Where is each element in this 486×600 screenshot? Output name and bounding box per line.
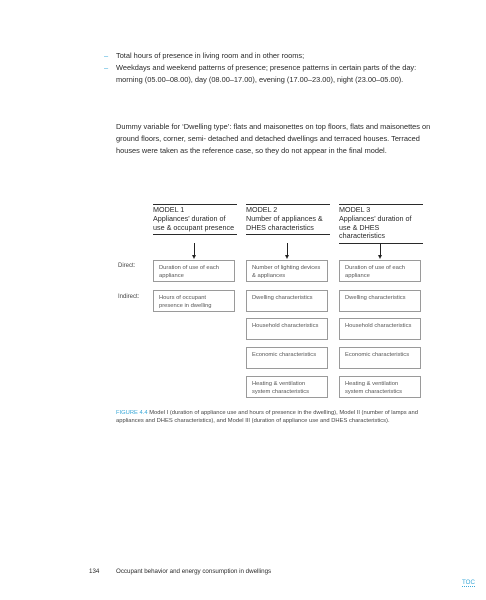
running-title: Occupant behavior and energy consumption in dwellings: [116, 568, 272, 575]
model-1-arrow: [194, 243, 195, 255]
variable-box: Number of lighting devices & appliances: [246, 260, 328, 282]
model-title: MODEL 3: [339, 205, 371, 214]
model-3-arrowhead: [378, 255, 382, 259]
model-rule: [339, 243, 423, 244]
variable-box: Household characteristics: [339, 318, 421, 340]
row-label-direct: Direct:: [118, 263, 136, 269]
model-2-arrowhead: [285, 255, 289, 259]
bullet-item: [104, 50, 434, 62]
body-paragraph: Dummy variable for ‘Dwelling type’: flats and maisonettes on top floors, flats and maisonettes on ground floors, corner, semi- detached and detached dwellings and terraced houses. Terraced houses were taken as the reference case, so they do not appear in the final model.: [116, 122, 431, 156]
model-2-header: [246, 204, 330, 232]
row-label-indirect: Indirect:: [118, 294, 140, 300]
model-2-arrow: [287, 243, 288, 255]
model-subtitle: Number of appliances & DHES characteristics: [246, 213, 323, 232]
model-1-arrowhead: [192, 255, 196, 259]
caption-text: Model I (duration of appliance use and hours of presence in the dwelling), Model II (number of lamps and appliances and DHES characteristics), and Model III (duration of appliance use and DHES characteristics).: [116, 410, 418, 425]
model-rule: [153, 234, 237, 235]
model-title: MODEL 2: [246, 205, 278, 214]
model-3-header: [339, 204, 423, 241]
model-subtitle: Appliances’ duration of use & occupant presence: [153, 213, 235, 232]
variable-box: Dwelling characteristics: [339, 290, 421, 312]
bullet-dash: –: [104, 63, 109, 73]
model-subtitle: Appliances’ duration of use & DHES characteristics: [339, 213, 412, 241]
toc-link[interactable]: TOC: [462, 579, 475, 586]
bullet-text: Weekdays and weekend patterns of presence; presence patterns in certain parts of the day: morning (05.00–08.00), day (08.00–17.00), evening (17.00–23.00), night (23.00–05.00).: [116, 63, 417, 85]
variable-box: Heating & ventilation system characteristics: [246, 376, 328, 398]
model-1-header: [153, 204, 237, 232]
bullet-dash: –: [104, 51, 109, 60]
variable-box: Economic characteristics: [339, 347, 421, 369]
figure-label: FIGURE 4.4: [116, 410, 148, 416]
model-title: MODEL 1: [153, 205, 185, 214]
variable-box: Hours of occupant presence in dwelling: [153, 290, 235, 312]
bullet-item: [104, 62, 434, 86]
model-rule: [246, 234, 330, 235]
variable-box: Household characteristics: [246, 318, 328, 340]
variable-box: Duration of use of each appliance: [153, 260, 235, 282]
variable-box: Economic characteristics: [246, 347, 328, 369]
page-number: 134: [89, 568, 100, 575]
variable-box: Heating & ventilation system characteristics: [339, 376, 421, 398]
variable-box: Duration of use of each appliance: [339, 260, 421, 282]
bullet-list: [104, 50, 434, 87]
figure-caption: [116, 409, 442, 425]
model-3-arrow: [380, 243, 381, 255]
variable-box: Dwelling characteristics: [246, 290, 328, 312]
bullet-text: Total hours of presence in living room and in other rooms;: [116, 51, 305, 60]
